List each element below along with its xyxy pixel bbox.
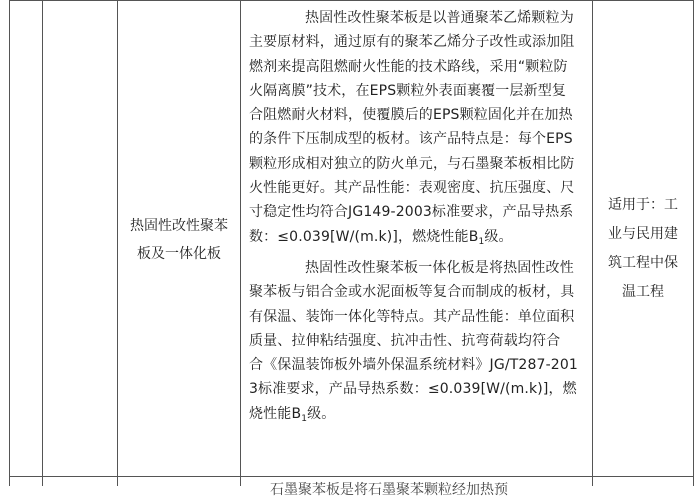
line-text: 级。 — [484, 228, 513, 245]
description-line — [249, 225, 585, 254]
product-description-cell — [249, 6, 585, 431]
table-border — [42, 0, 43, 486]
description-paragraph — [249, 256, 585, 431]
description-line: 合《保温装饰板外墙外保温系统材料》JG/T287-201 — [249, 357, 578, 374]
description-line: 火隔离膜”技术，在EPS颗粒外表面裹覆一层新型复 — [249, 82, 567, 99]
description-line: 热固性改性聚苯板一体化板是将热固性改性 — [305, 259, 574, 276]
line-text: 烧性能B — [249, 405, 302, 422]
description-line: 3标准要求，产品导热系数：≤0.039[W/(m.k)]，燃 — [249, 381, 577, 398]
application-scope-cell — [597, 191, 689, 307]
description-paragraph — [249, 6, 585, 254]
scope-line: 业与民用建 — [608, 226, 678, 242]
product-name-line: 板及一体化板 — [137, 246, 221, 262]
description-line: 颗粒形成相对独立的防火单元，与石墨聚苯板相比防 — [249, 155, 575, 172]
description-line: 聚苯板与铝合金或水泥面板等复合而制成的板材，具 — [249, 284, 575, 301]
description-line — [249, 402, 585, 431]
description-line: 火性能更好。其产品性能：表观密度、抗压强度、尺 — [249, 180, 575, 197]
table-border — [240, 0, 241, 486]
description-line: 主要原材料，通过原有的聚苯乙烯分子改性或添加阻 — [249, 34, 575, 51]
description-line: 燃剂来提高阻燃耐火性能的技术路线，采用“颗粒防 — [249, 58, 568, 75]
description-line: 寸稳定性均符合JG149-2003标准要求，产品导热系 — [249, 204, 574, 221]
scope-line: 温工程 — [622, 284, 664, 300]
description-line: 合阻燃耐火材料，使覆膜后的EPS颗粒固化并在加热 — [249, 107, 573, 124]
description-line: 的条件下压制成型的板材。该产品特点是：每个EPS — [249, 131, 573, 148]
description-line: 质量、拉伸粘结强度、抗冲击性、抗弯荷载均符合 — [249, 332, 561, 349]
subscript: 1 — [478, 236, 485, 247]
table-border — [9, 0, 10, 486]
scope-line: 适用于：工 — [608, 197, 678, 213]
table-border — [9, 476, 694, 477]
description-line: 有保温、装饰一体化等特点。其产品性能：单位面积 — [249, 308, 575, 325]
line-text: 数：≤0.039[W/(m.k)]，燃烧性能B — [249, 228, 479, 245]
product-name-cell — [118, 212, 240, 268]
table-border — [592, 0, 593, 486]
subscript: 1 — [301, 413, 308, 424]
product-name-line: 热固性改性聚苯 — [130, 218, 228, 234]
description-line: 热固性改性聚苯板是以普通聚苯乙烯颗粒为 — [305, 10, 574, 26]
table-border — [9, 0, 694, 1]
table-border — [693, 0, 694, 486]
scope-line: 筑工程中保 — [608, 255, 678, 271]
next-row-text-fragment: 石墨聚苯板是将石墨聚苯颗粒经加热预 — [270, 482, 508, 498]
line-text: 级。 — [307, 405, 336, 422]
